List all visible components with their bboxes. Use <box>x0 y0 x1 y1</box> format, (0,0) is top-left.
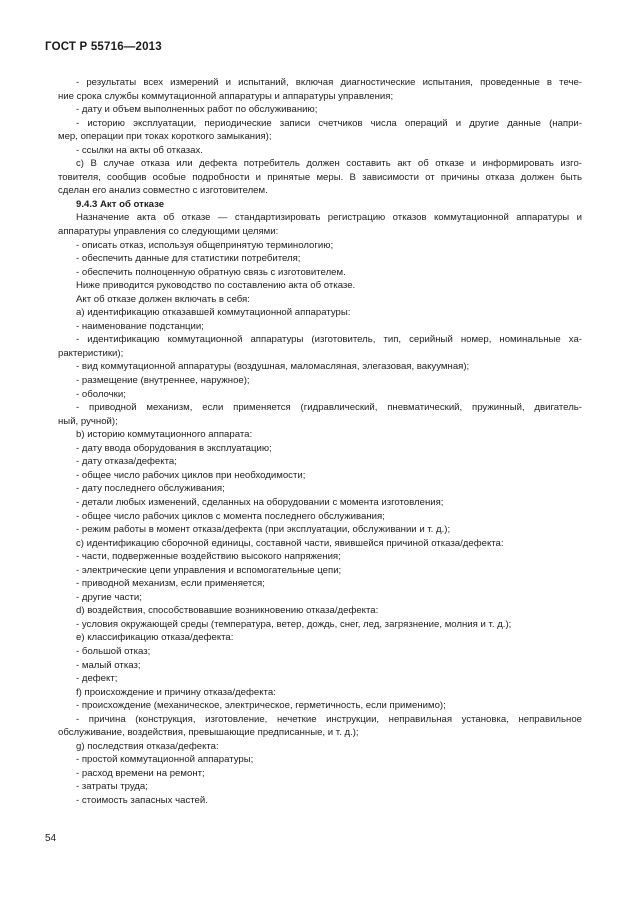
text-line: - приводной механизм, если применяется (гидравлический, пневматический, пружинный, двигатель- <box>76 402 582 414</box>
text-line: - электрические цепи управления и вспомогательные цепи; <box>76 564 342 576</box>
text-line: - дату отказа/дефекта; <box>76 456 177 468</box>
text-line: - малый отказ; <box>76 659 141 671</box>
text-line: - дату и объем выполненных работ по обслуживанию; <box>76 104 318 116</box>
text-line: ный, ручной); <box>58 415 118 427</box>
text-line: - происхождение (механическое, электрическое, герметичность, если применимо); <box>76 700 446 712</box>
text-line: - ссылки на акты об отказах. <box>76 144 203 156</box>
document-header: ГОСТ Р 55716—2013 <box>45 41 162 53</box>
text-line: - расход времени на ремонт; <box>76 767 205 779</box>
text-line: - другие части; <box>76 591 142 603</box>
text-line: - дефект; <box>76 673 118 685</box>
text-line: - дату последнего обслуживания; <box>76 483 225 495</box>
text-line: с) идентификацию сборочной единицы, составной части, явившейся причиной отказа/дефекта: <box>76 537 504 549</box>
text-line: - общее число рабочих циклов при необходимости; <box>76 469 306 481</box>
text-line: аппаратуры управления со следующими целями: <box>58 226 279 238</box>
text-line: - общее число рабочих циклов с момента последнего обслуживания; <box>76 510 385 522</box>
text-line: f) происхождение и причину отказа/дефекта: <box>76 686 276 698</box>
text-line: - наименование подстанции; <box>76 320 204 332</box>
text-line: - стоимость запасных частей. <box>76 794 208 806</box>
text-line: Акт об отказе должен включать в себя: <box>76 293 250 305</box>
text-line: b) историю коммутационного аппарата: <box>76 429 253 441</box>
text-line: - историю эксплуатации, периодические записи счетчиков числа операций и другие данные (напри- <box>76 117 582 129</box>
text-line: обслуживание, воздействия, превышающие предписанные, и т. д.); <box>58 727 359 739</box>
text-line: ние срока службы коммутационной аппаратуры и аппаратуры управления; <box>58 90 394 102</box>
text-line: - результаты всех измерений и испытаний, включая диагностические испытания, проведенные в тече- <box>76 77 582 88</box>
text-line: мер, операции при токах короткого замыкания); <box>58 131 272 143</box>
text-line: d) воздействия, способствовавшие возникновению отказа/дефекта: <box>76 605 379 617</box>
text-line: - вид коммутационной аппаратуры (воздушная, маломасляная, элегазовая, вакуумная); <box>76 361 470 373</box>
text-line: - затраты труда; <box>76 781 148 793</box>
text-line: товителя, сообщив особые подробности и принятые меры. В зависимости от причины отказа должен быть <box>58 171 582 183</box>
text-line: - оболочки; <box>76 388 126 400</box>
text-line: - условия окружающей среды (температура, ветер, дождь, снег, лед, загрязнение, молния и т. д.); <box>76 618 512 630</box>
text-line: Назначение акта об отказе — стандартизировать регистрацию отказов коммутационной аппаратуры и <box>76 212 582 224</box>
text-line: - дату ввода оборудования в эксплуатацию; <box>76 442 272 454</box>
text-line: - обеспечить полноценную обратную связь с изготовителем. <box>76 266 346 278</box>
text-line: - приводной механизм, если применяется; <box>76 578 265 590</box>
text-line: - обеспечить данные для статистики потребителя; <box>76 253 301 265</box>
page-number: 54 <box>45 833 57 844</box>
text-line: Ниже приводится руководство по составлению акта об отказе. <box>76 280 356 292</box>
text-line: с) В случае отказа или дефекта потребитель должен составить акт об отказе и информировать изго- <box>76 158 582 170</box>
section-heading: 9.4.3 Акт об отказе <box>76 198 165 210</box>
text-line: - описать отказ, используя общепринятую терминологию; <box>76 239 334 251</box>
text-line: - размещение (внутреннее, наружное); <box>76 375 250 387</box>
text-line: - большой отказ; <box>76 645 151 657</box>
text-line: - идентификацию коммутационной аппаратуры (изготовитель, тип, серийный номер, номинальные ха- <box>76 334 582 346</box>
text-line: - простой коммутационной аппаратуры; <box>76 754 254 766</box>
text-line: сделан его анализ совместно с изготовителем. <box>58 185 268 197</box>
text-line: - детали любых изменений, сделанных на оборудовании с момента изготовления; <box>76 496 444 508</box>
document-body <box>58 76 582 808</box>
text-line: - причина (конструкция, изготовление, нечеткие инструкции, неправильная установка, неправильное <box>76 713 582 725</box>
text-line: а) идентификацию отказавшей коммутационной аппаратуры: <box>76 307 351 319</box>
text-line: е) классификацию отказа/дефекта: <box>76 632 234 644</box>
text-line: - режим работы в момент отказа/дефекта (при эксплуатации, обслуживании и т. д.); <box>76 524 451 536</box>
text-line: рактеристики); <box>58 347 124 359</box>
text-line: - части, подверженные воздействию высокого напряжения; <box>76 551 341 563</box>
text-line: g) последствия отказа/дефекта: <box>76 740 219 752</box>
